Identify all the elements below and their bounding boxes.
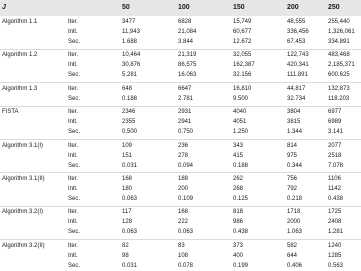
metric-label: Sec. (68, 129, 81, 136)
table-cell: 6828 (178, 19, 192, 25)
metric-label: Inlt. (68, 119, 78, 126)
metric-label: Sec. (68, 162, 81, 169)
table-cell: 0.406 (287, 262, 303, 269)
table-cell: 10,464 (122, 52, 141, 59)
table-row (0, 174, 361, 184)
metric-label: Sec. (68, 39, 81, 45)
table-cell: 0.125 (233, 196, 249, 202)
table-cell: 644 (287, 252, 298, 259)
table-cell: 814 (287, 142, 298, 149)
table-cell: 15,749 (233, 19, 252, 25)
metric-label: Sec. (68, 229, 81, 236)
table-cell: 415 (233, 152, 244, 159)
table-cell: 986 (233, 219, 244, 226)
table-row (0, 227, 361, 237)
table-row (0, 70, 361, 80)
table-cell: 2,185,371 (328, 62, 355, 69)
table-cell: 600.625 (328, 72, 350, 79)
table-cell: 1106 (328, 176, 341, 182)
table-cell: 2346 (122, 109, 136, 116)
table-row (0, 217, 361, 227)
algorithm-name: FISTA (2, 109, 19, 116)
table-cell: 122,743 (287, 52, 309, 59)
table-cell: 400 (233, 252, 244, 259)
table-cell: 373 (233, 242, 244, 249)
column-header-200: 200 (287, 4, 299, 11)
table-header (0, 0, 361, 16)
table-row (0, 117, 361, 127)
table-cell: 255,440 (328, 19, 350, 25)
algorithm-name: Algorithm 3.1(I) (2, 142, 44, 149)
table-row (0, 241, 361, 251)
table-cell: 792 (287, 186, 298, 192)
table-cell: 1725 (328, 209, 342, 216)
table-cell: 343 (233, 142, 244, 149)
table-cell: 3815 (287, 119, 301, 126)
column-header-j: J (2, 4, 6, 11)
table-row (0, 17, 361, 27)
table-cell: 132,873 (328, 85, 350, 92)
table-cell: 1.250 (233, 129, 249, 136)
table-row (0, 27, 361, 37)
table-cell: 2931 (178, 109, 192, 116)
table-cell: 117 (122, 209, 132, 216)
table-cell: 3804 (287, 109, 301, 116)
table-row (0, 60, 361, 70)
table-cell: 118.203 (328, 95, 350, 102)
table-cell: 82 (122, 242, 129, 249)
table-cell: 3.844 (178, 39, 194, 45)
table-cell: 1,326,061 (328, 29, 355, 35)
table-row (0, 94, 361, 104)
table-cell: 0.563 (328, 262, 344, 269)
table-cell: 268 (233, 186, 244, 192)
table-cell: 1285 (328, 252, 342, 259)
metric-label: Iter. (68, 85, 79, 92)
table-cell: 4051 (233, 119, 247, 126)
metric-label: Iter. (68, 19, 79, 25)
table-cell: 16.063 (178, 72, 197, 79)
table-cell: 0.063 (122, 196, 138, 202)
column-header-250: 250 (328, 4, 340, 11)
table-cell: 2518 (328, 152, 342, 159)
table-cell: 236 (178, 142, 189, 149)
table-cell: 0.218 (287, 196, 303, 202)
table-cell: 109 (122, 142, 133, 149)
table-row (0, 194, 361, 204)
metric-label: Sec. (68, 262, 81, 269)
table-cell: 0.031 (122, 162, 138, 169)
table-cell: 168 (122, 176, 133, 182)
table-cell: 2941 (178, 119, 192, 126)
table-body (0, 16, 361, 270)
table-cell: 278 (178, 152, 189, 159)
table-cell: 3477 (122, 19, 136, 25)
table-cell: 32,055 (233, 52, 252, 59)
table-row (0, 37, 361, 47)
table-cell: 30,876 (122, 62, 141, 69)
table-cell: 2077 (328, 142, 342, 149)
table-cell: 11,943 (122, 29, 140, 35)
table-cell: 483,468 (328, 52, 350, 59)
table-cell: 180 (122, 186, 133, 192)
metric-label: Iter. (68, 142, 79, 149)
table-cell: 108 (178, 252, 189, 259)
table-cell: 0.063 (122, 229, 138, 236)
table-cell: 168 (178, 209, 189, 216)
metric-label: Sec. (68, 196, 81, 202)
table-cell: 98 (122, 252, 129, 259)
table-cell: 2355 (122, 119, 136, 126)
metric-label: Sec. (68, 95, 81, 102)
table-cell: 648 (122, 85, 133, 92)
table-cell: 7.078 (328, 162, 344, 169)
table-cell: 111.891 (287, 72, 308, 79)
table-cell: 1.281 (328, 229, 344, 236)
table-cell: 6647 (178, 85, 192, 92)
table-row (0, 151, 361, 161)
table-cell: 336,456 (287, 29, 309, 35)
table-cell: 1240 (328, 242, 342, 249)
table-cell: 21,084 (178, 29, 197, 35)
table-cell: 0.199 (233, 262, 249, 269)
algorithm-name: Algorithm 1.2 (2, 52, 38, 59)
table-cell: 0.438 (328, 196, 344, 202)
table-cell: 0.031 (122, 262, 138, 269)
table-cell: 12.672 (233, 39, 252, 45)
metric-label: Iter. (68, 109, 79, 116)
table-row (0, 161, 361, 171)
metric-label: Inlt. (68, 62, 78, 69)
table-row (0, 50, 361, 60)
table-cell: 151 (122, 152, 133, 159)
table-cell: 1.344 (287, 129, 303, 136)
table-cell: 60,677 (233, 29, 252, 35)
metric-label: Inlt. (68, 186, 78, 192)
table-cell: 756 (287, 176, 298, 182)
table-cell: 0.063 (178, 229, 194, 236)
table-cell: 32.734 (287, 95, 306, 102)
table-cell: 2408 (328, 219, 342, 226)
algorithm-name: Algorithm 3.2(I) (2, 209, 44, 216)
algorithm-name: Algorithm 1.1 (2, 19, 38, 25)
column-header-150: 150 (233, 4, 245, 11)
table-cell: 0.188 (122, 95, 138, 102)
metric-label: Sec. (68, 72, 81, 79)
metric-label: Iter. (68, 209, 79, 216)
table-cell: 0.109 (178, 196, 194, 202)
algorithm-name: Algorithm 1.3 (2, 85, 38, 92)
table-cell: 6989 (328, 119, 342, 126)
table-cell: 222 (178, 219, 189, 226)
table-cell: 420,341 (287, 62, 309, 69)
table-cell: 0.188 (233, 162, 249, 169)
table-cell: 67.453 (287, 39, 306, 45)
table-cell: 44,817 (287, 85, 306, 92)
table-row (0, 184, 361, 194)
table-row (0, 261, 361, 271)
algorithm-name: Algorithm 3.2(II) (2, 242, 45, 249)
table-cell: 162,387 (233, 62, 255, 69)
metric-label: Iter. (68, 52, 79, 59)
table-row (0, 207, 361, 217)
table-cell: 48,555 (287, 19, 306, 25)
table-cell: 3.141 (328, 129, 344, 136)
table-cell: 0.094 (178, 162, 194, 169)
table-row (0, 141, 361, 151)
table-cell: 86,575 (178, 62, 197, 69)
table-cell: 32.156 (233, 72, 252, 79)
table-cell: 334.891 (328, 39, 350, 45)
table-cell: 0.750 (178, 129, 194, 136)
table-cell: 975 (287, 152, 298, 159)
table-row (0, 127, 361, 137)
table-cell: 0.500 (122, 129, 138, 136)
table-cell: 1.063 (287, 229, 303, 236)
table-cell: 21,319 (178, 52, 197, 59)
table-cell: 262 (233, 176, 244, 182)
table-row (0, 84, 361, 94)
table-cell: 1142 (328, 186, 341, 192)
algorithm-name: Algorithm 3.1(II) (2, 176, 45, 182)
table-cell: 9.500 (233, 95, 249, 102)
table-cell: 1718 (287, 209, 301, 216)
table-cell: 188 (178, 176, 189, 182)
table-cell: 5.281 (122, 72, 138, 79)
table-cell: 16,810 (233, 85, 252, 92)
table-row (0, 251, 361, 261)
metric-label: Inlt. (68, 29, 78, 35)
metric-label: Inlt. (68, 152, 78, 159)
column-header-100: 100 (178, 4, 190, 11)
table-cell: 83 (178, 242, 185, 249)
table-row (0, 107, 361, 117)
table-cell: 6977 (328, 109, 342, 116)
table-cell: 200 (178, 186, 189, 192)
table-cell: 582 (287, 242, 298, 249)
table-cell: 4040 (233, 109, 247, 116)
metric-label: Iter. (68, 176, 79, 182)
table-cell: 128 (122, 219, 133, 226)
table-cell: 0.344 (287, 162, 303, 169)
table-cell: 2.781 (178, 95, 194, 102)
table-cell: 0.078 (178, 262, 194, 269)
table-cell: 818 (233, 209, 244, 216)
metric-label: Inlt. (68, 252, 78, 259)
metric-label: Iter. (68, 242, 79, 249)
metric-label: Inlt. (68, 219, 78, 226)
column-header-50: 50 (122, 4, 130, 11)
table-cell: 2000 (287, 219, 301, 226)
table-cell: 0.438 (233, 229, 249, 236)
table-cell: 1.688 (122, 39, 138, 45)
